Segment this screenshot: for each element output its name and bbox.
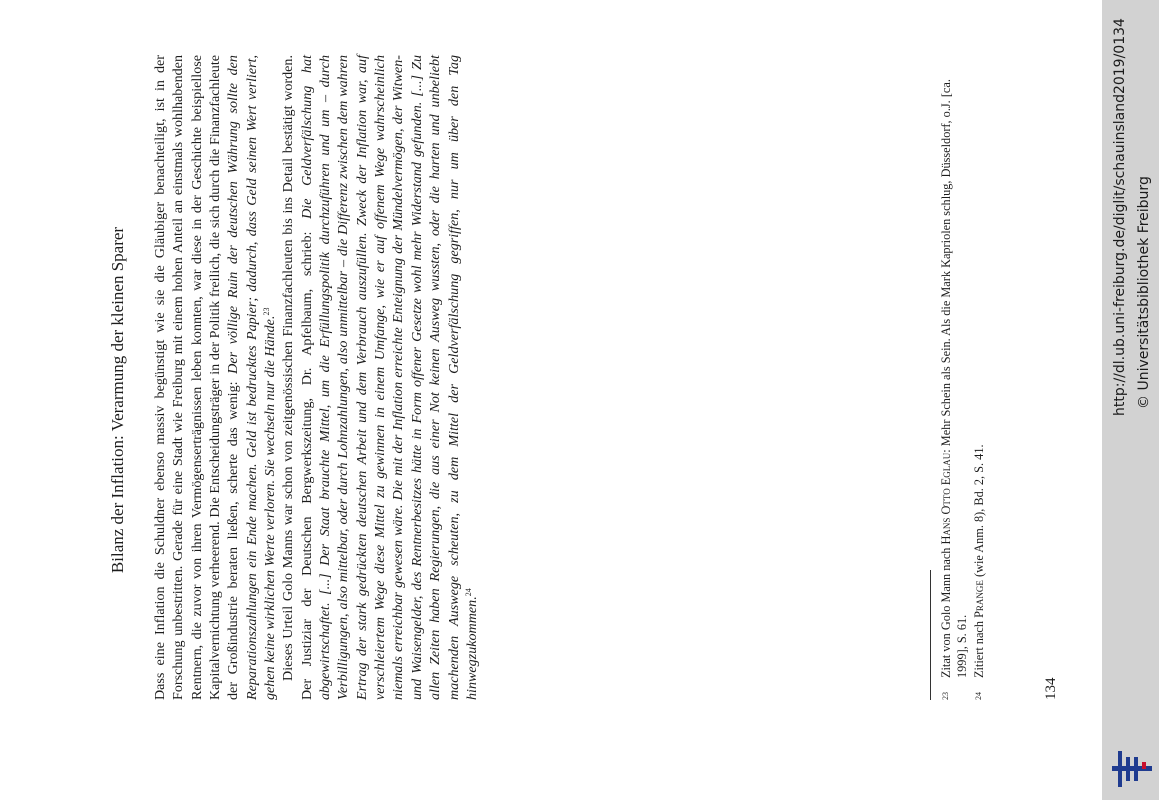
footnote-24 (971, 55, 987, 700)
footnote-number: 23 (941, 692, 950, 700)
paragraph-1 (151, 55, 279, 700)
footnote-divider (930, 570, 931, 700)
footnote-text: (wie Anm. 8), Bd. 2, S. 41. (971, 444, 986, 581)
page-number: 134 (1043, 677, 1059, 700)
footnotes (938, 55, 987, 700)
footnote-author: Hans Otto Eglau (939, 452, 953, 545)
paragraph-2-text: Dieses Urteil Golo Manns war schon von zeitgenössischen Finanzfachleuten bis ins Detail bestätigt worden. Der Justiziar der Deutschen Bergwerkszeitung, Dr. Apfelbaum, schrieb: (280, 55, 315, 700)
paragraph-2-quote: Die Geldverfälschung hat abgewirtschaftet. [...] Der Staat brauchte Mittel, um die Erfüllungspolitik durchzuführen und um – durch Verbilligungen, also mittelbar, oder durch Lohnzahlungen, also unmittelbar – die Differenz zwischen dem wahren Ertrag der stark gedrückten deutschen Arbeit und dem Verbrauch auszufüllen. Zweck der Inflation war, auf verschleiertem Wege diese Mittel zu gewinnen in einem Umfange, wie er auf offenem Wege wahrscheinlich niemals erreichbar gewesen wäre. Die mit der Inflation erreichte Enteignung der Mündelvermögen, der Witwen- und Waisengelder, des Rentnerbesitzes hätte in Form offener Gesetze wohl mehr Widerstand gefunden. [...] Zu allen Zeiten haben Regierungen, die aus einer Not keinen Ausweg wussten, oder die harten und unbeliebt machenden Auswege scheuten, zu dem Mittel der Geldverfälschung gegriffen, nur um über den Tag hinwegzukommen. (298, 54, 480, 700)
footnote-text: Zitat von Golo Mann nach (939, 544, 953, 678)
footnote-ref-23[interactable]: 23 (262, 307, 272, 316)
footnote-text: Zitiert nach (971, 617, 986, 678)
paragraph-1-text: Dass eine Inflation die Schuldner ebenso massiv begünstigt wie sie die Gläubiger benachteiligt, ist in der Forschung unbestritten. Gerade für eine Stadt wie Freiburg mit einem hohen Anteil an einstmals wohlhabenden Rentnern, die zuvor von ihren Vermögenserträgnissen leben konnten, war diese in der Geschichte beispiellose Kapitalvernichtung verheerend. Die Entscheidungsträger in der Politik freilich, die sich durch die Finanzfachleute der Großindustrie beraten ließen, scherte das wenig: (152, 55, 242, 700)
book-page (100, 0, 1100, 800)
body-text (151, 55, 481, 700)
paragraph-1-quote: Der völlige Ruin der deutschen Währung sollte den Reparationszahlungen ein Ende machen. Geld ist bedrucktes Papier; dadurch, dass Geld seinen Wert verliert, gehen keine wirklichen Werte verloren. Sie wechseln nur die Hände. (225, 55, 279, 700)
copyright-notice: © Universitätsbibliothek Freiburg (1136, 176, 1152, 409)
footnote-ref-24[interactable]: 24 (463, 588, 473, 597)
permalink-url[interactable]: http://dl.ub.uni-freiburg.de/diglit/schauinsland2019/0134 (1112, 18, 1128, 416)
section-heading: Bilanz der Inflation: Verarmung der kleinen Sparer (108, 226, 127, 574)
footnote-author: Prange (971, 580, 986, 618)
paragraph-2 (279, 55, 481, 700)
footnote-23 (938, 55, 971, 700)
ub-freiburg-logo-icon (1109, 745, 1155, 791)
footnote-text: : Mehr Schein als Sein. Als die Mark Kapriolen schlug, Düsseldorf, o.J. [ca. 1999], S. 61. (939, 79, 970, 678)
footnote-number: 24 (973, 692, 983, 700)
